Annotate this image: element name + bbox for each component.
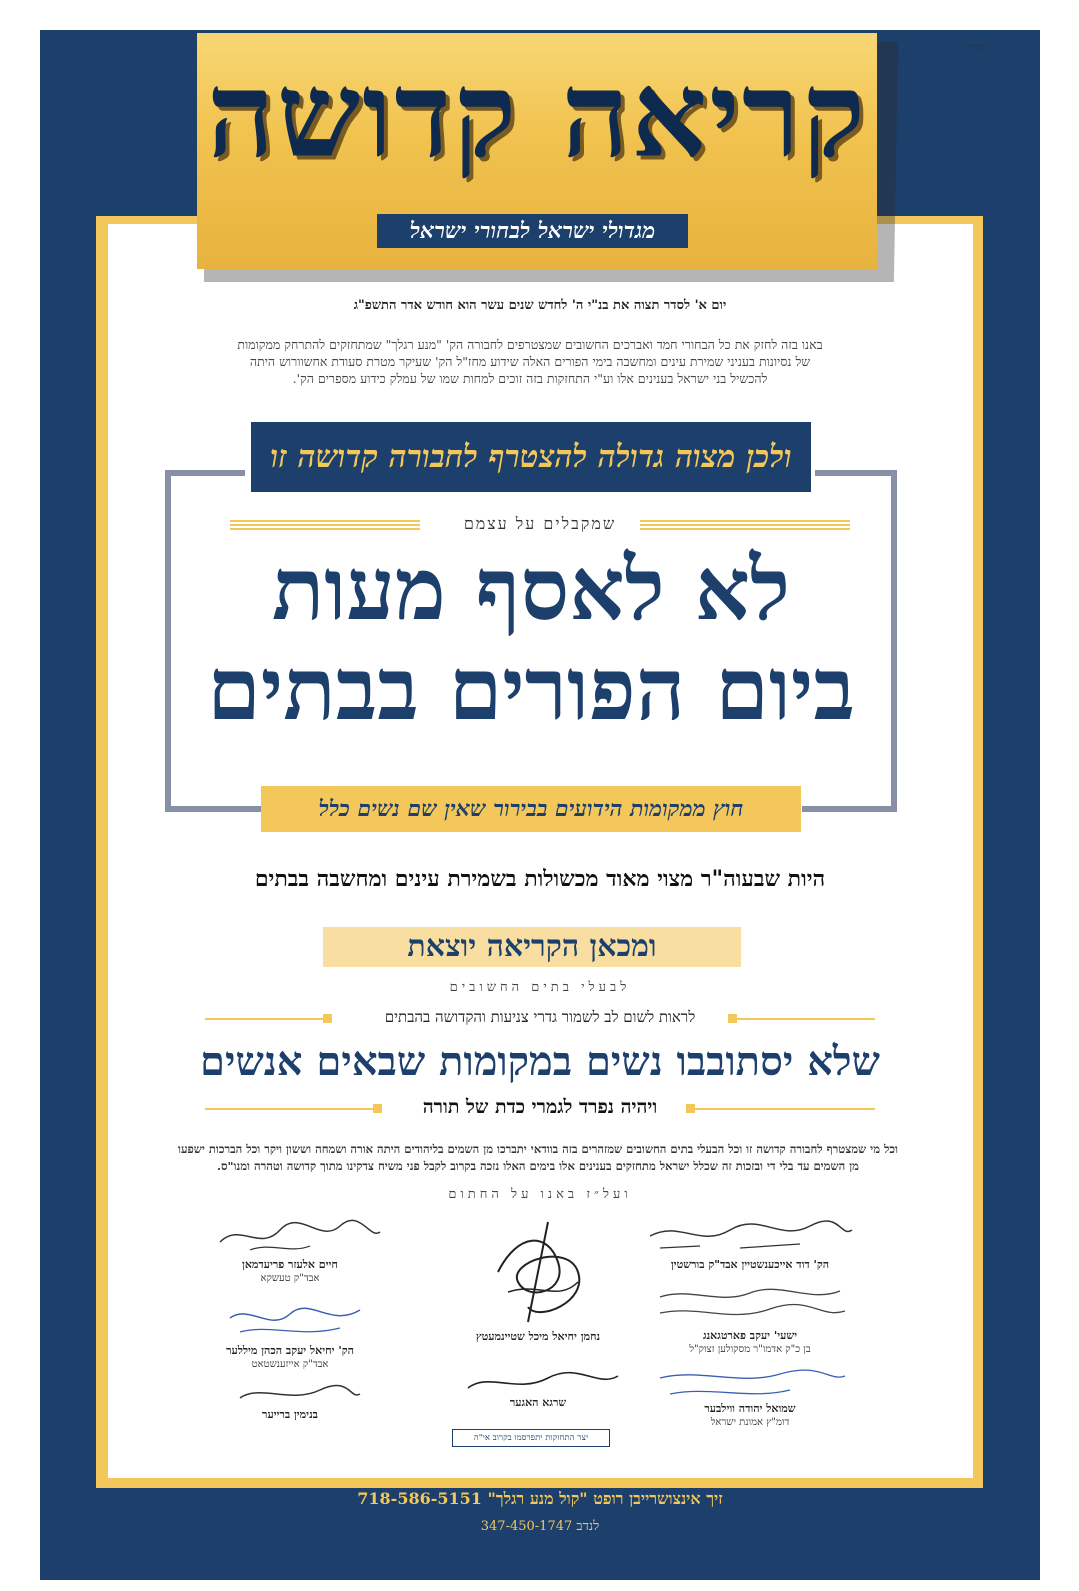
subtitle: מגדולי ישראל לבחורי ישראל	[377, 214, 688, 248]
main-headline	[175, 540, 887, 740]
footer-contact: זיך אינצושרייבן רופט "קול מנע רגלך" 718-586-5151	[357, 1489, 723, 1508]
date-line: יום א' לסדר תצוה את בנ"י ה' לחדש שנים עשר הוא חודש אדר התשפ"ג	[353, 298, 727, 313]
signature-block	[180, 1212, 400, 1285]
intro-paragraph: באנו בזה לחזק את כל הבחורי חמד ואברכים החשובים שמצטרפים לחבורה הק' "מנע רגלך" שמתחזקים להתרחק ממקומות של נסיונות בעניני שמירת עינים ומחשבה בימי הפורים האלה שידוע מחז"ל הק' שעיקר מטרת סעודת אחשוורוש היתה להכשיל בני ישראל בענינים אלו וע"י התחזקות בזה זוכים למחות שמו של עמלק כידוע מספרים הק'.	[237, 337, 823, 386]
guard-line	[205, 1008, 875, 1030]
guard-text: לראות לשום לב לשמור גדרי צניעות והקדושה בהבתים	[384, 1008, 696, 1026]
signer-title: דומ"ץ אמונת ישראל	[710, 1417, 790, 1428]
footer-donate: לנדב 347-450-1747	[480, 1519, 600, 1534]
handwritten-signature	[428, 1212, 648, 1330]
signer-title: בן כ"ק אדמו"ר מסקולען זצוק"ל	[689, 1344, 811, 1355]
handwritten-signature	[640, 1366, 860, 1402]
main-title: קריאה קדושה	[206, 45, 868, 184]
signature-block	[428, 1212, 648, 1344]
except-label: חוץ ממקומות הידועים בבירור שאין שם נשים כלל	[261, 786, 801, 832]
signer-name: ישעי' יעקב פארטגאנג	[702, 1329, 798, 1342]
signer-name: שרגא האגער	[509, 1396, 567, 1409]
no-mix-headline: שלא יסתובבו נשים במקומות שבאים אנשים	[200, 1038, 880, 1085]
signer-name: בנימין ברייער	[262, 1408, 318, 1421]
handwritten-signature	[428, 1366, 648, 1396]
accept-label: שמקבלים על עצמם	[463, 514, 617, 533]
signature-block	[428, 1366, 648, 1410]
signer-title: אבד"ק טעשקא	[260, 1273, 320, 1284]
handwritten-signature	[180, 1378, 400, 1408]
signer-title: אבד"ק אייזענשטאט	[251, 1359, 329, 1370]
blessing-paragraph: וכל מי שמצטרף לחבורה קדושה זו וכל הבעלי בתים החשובים שמזהרים בזה בוודאי יתברכו מן השמים בליהודים היתה אורה ושמחה וששון ויקר וכל הברכות ישפעו מן השמים עד בלי די ובזכות זה שכלל ישראל מתחזקים בענינים אלו בימים האלו נזכה בקרוב לקבל פני משיח צדקינו מתוך קדושה וטהרה ומנו"ס.	[178, 1142, 898, 1173]
signature-block	[640, 1212, 860, 1272]
note-box: יצר התחזקות יתפרסמו בקרוב אי"ה	[452, 1429, 610, 1447]
signer-name: הק' דוד אייכענשטיין אבד"ק בורשטין	[670, 1258, 830, 1271]
accept-line	[230, 514, 850, 536]
torah-text: ויהיה נפרד לגמרי כדת של תורה	[422, 1096, 658, 1118]
signature-block	[640, 1366, 860, 1429]
corner-mark: בס״ד	[968, 42, 988, 53]
handwritten-signature	[180, 1298, 400, 1344]
signature-block	[180, 1298, 400, 1371]
to-owners: לבעלי בתים החשובים	[449, 980, 631, 995]
reason-line: היות שבעוה"ר מצוי מאוד מכשולות בשמירת עינים ומחשבה בבתים	[254, 866, 826, 892]
signer-name: הק' יחיאל יעקב הכהן מיללער	[226, 1344, 354, 1357]
headline-line-1: לא לאסף מעות	[271, 539, 791, 640]
handwritten-signature	[180, 1212, 400, 1258]
mitzvah-header: ולכן מצוה גדולה להצטרף לחבורה קדושה זו	[251, 422, 811, 492]
signed-label: ועל״ז באנו על החתום	[448, 1187, 632, 1202]
signer-name: נחמן יחיאל מיכל שטיינמעטץ	[475, 1330, 601, 1343]
signature-block	[180, 1378, 400, 1422]
handwritten-signature	[640, 1283, 860, 1329]
headline-line-2: ביום הפורים בבתים	[207, 639, 855, 740]
torah-line	[205, 1096, 875, 1126]
handwritten-signature	[640, 1212, 860, 1258]
signature-block	[640, 1283, 860, 1356]
signer-name: שמואל יהודה ווילבער	[704, 1402, 796, 1415]
signer-name: חיים אלעזר פריעדמאן	[242, 1258, 338, 1271]
call-title: ומכאן הקריאה יוצאת	[323, 927, 741, 967]
